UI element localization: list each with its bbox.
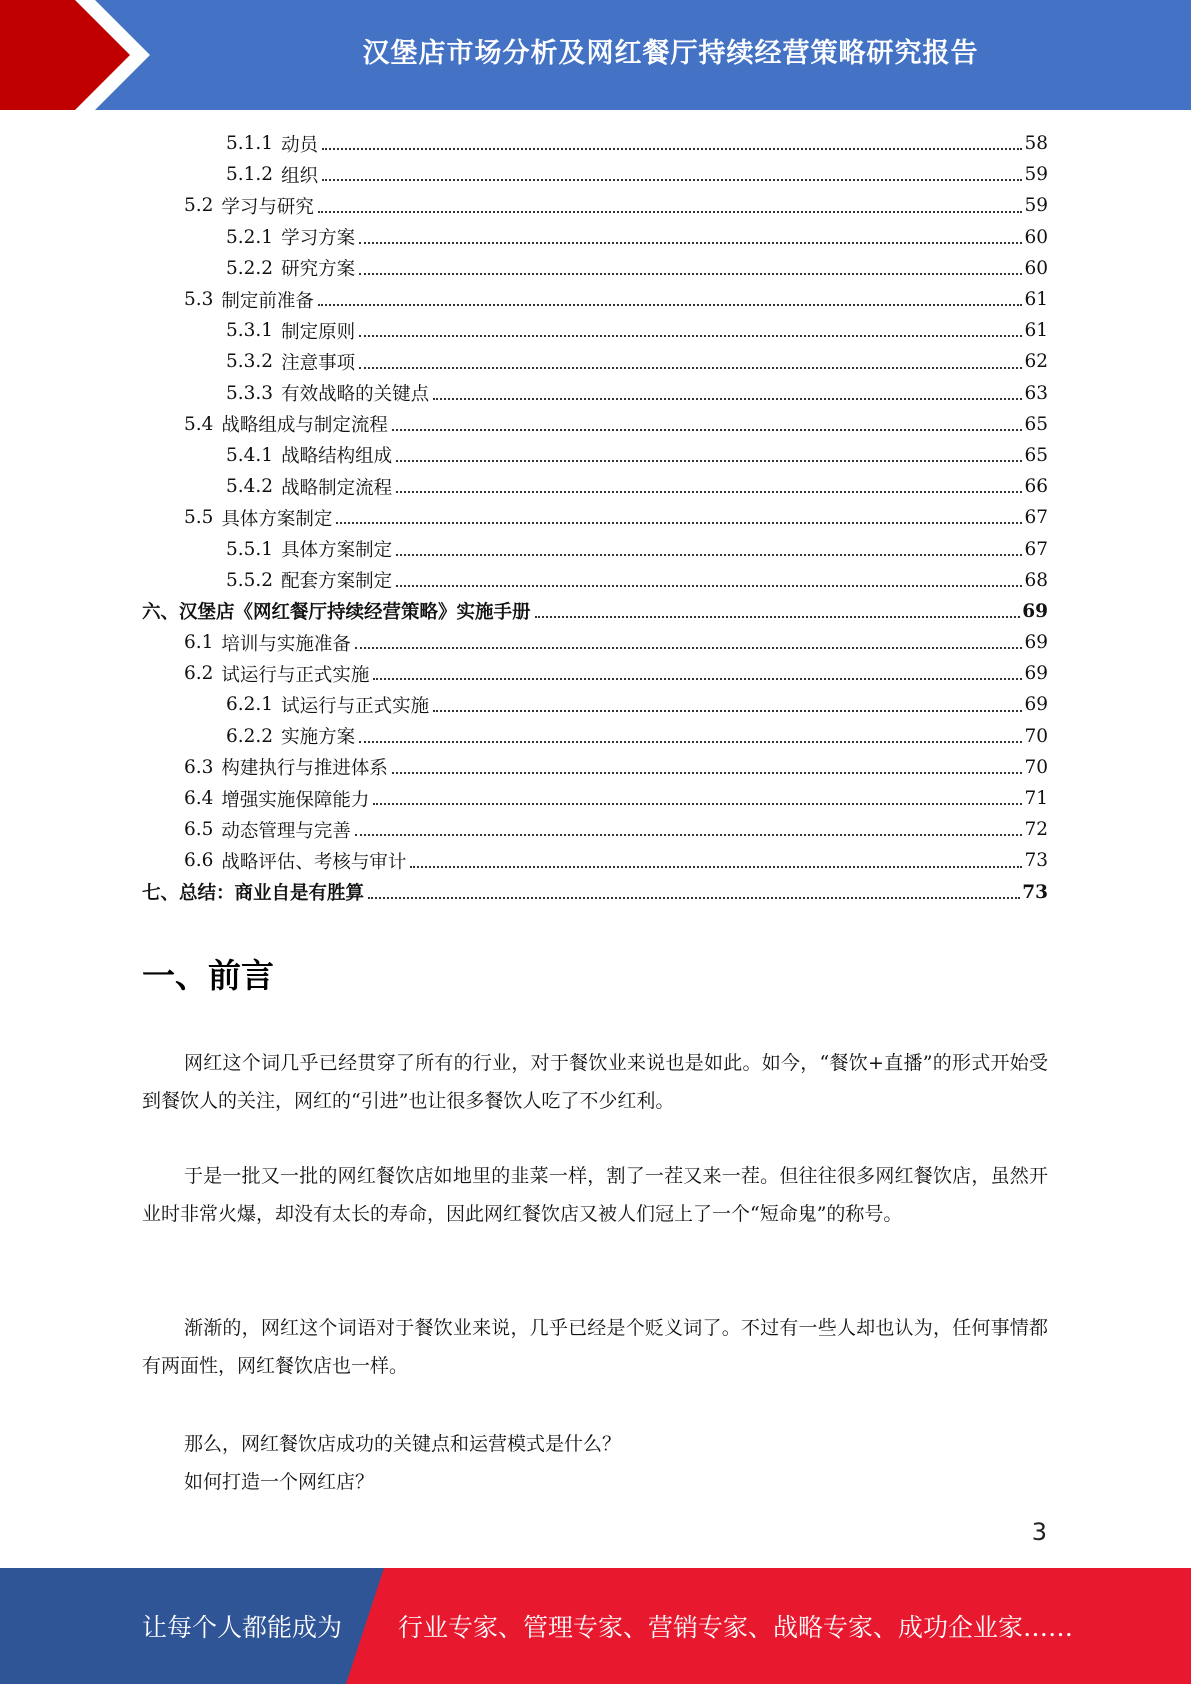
toc-dot-leader	[355, 833, 1023, 836]
toc-entry[interactable]	[142, 565, 1048, 596]
toc-entry-title: 六、汉堡店《网红餐厅持续经营策略》实施手册	[142, 602, 531, 624]
paragraph: 于是一批又一批的网红餐饮店如地里的韭菜一样，割了一茬又来一茬。但往往很多网红餐饮店，虽然开业时非常火爆，却没有太长的寿命，因此网红餐饮店又被人们冠上了一个“短命鬼”的称号。	[142, 1165, 1048, 1225]
toc-dot-leader	[359, 241, 1022, 244]
toc-entry-number: 6.1	[184, 632, 214, 654]
footer-slogan-right: 行业专家、管理专家、营销专家、战略专家、成功企业家……	[398, 1613, 1074, 1642]
toc-entry-page: 69	[1024, 663, 1048, 685]
toc-entry[interactable]	[142, 315, 1048, 346]
toc-entry-page: 61	[1024, 289, 1048, 311]
toc-dot-leader	[359, 740, 1022, 743]
toc-entry-page: 67	[1024, 507, 1048, 529]
toc-dot-leader	[392, 428, 1023, 431]
toc-entry-page: 73	[1022, 881, 1048, 903]
toc-dot-leader	[318, 303, 1023, 306]
toc-dot-leader	[410, 865, 1022, 868]
toc-dot-leader	[396, 459, 1022, 462]
toc-entry-title: 战略评估、考核与审计	[221, 851, 407, 873]
toc-entry-title: 具体方案制定	[221, 508, 333, 530]
toc-entry-number: 5.4	[184, 413, 214, 435]
toc-entry-title: 制定原则	[281, 321, 356, 343]
toc-dot-leader	[322, 178, 1022, 181]
toc-dot-leader	[433, 397, 1022, 400]
toc-entry-title: 动员	[281, 134, 319, 156]
toc-entry[interactable]	[142, 346, 1048, 377]
toc-entry[interactable]	[142, 284, 1048, 315]
toc-entry-title: 组织	[281, 165, 319, 187]
page-header	[0, 0, 1191, 110]
toc-entry[interactable]	[142, 721, 1048, 752]
toc-entry-title: 有效战略的关键点	[281, 384, 430, 406]
toc-entry-title: 制定前准备	[221, 290, 314, 312]
toc-entry-title: 战略制定流程	[281, 477, 393, 499]
toc-dot-leader	[368, 896, 1020, 899]
toc-entry[interactable]	[142, 533, 1048, 564]
toc-entry-page: 63	[1024, 382, 1048, 404]
toc-entry-number: 5.3.1	[226, 320, 274, 342]
toc-entry[interactable]	[142, 658, 1048, 689]
paragraph: 如何打造一个网红店？	[184, 1471, 375, 1493]
toc-entry-number: 5.2.1	[226, 226, 274, 248]
toc-dot-leader	[373, 802, 1022, 805]
toc-entry[interactable]	[142, 752, 1048, 783]
toc-entry[interactable]	[142, 689, 1048, 720]
toc-entry-page: 58	[1024, 133, 1048, 155]
toc-entry-title: 学习方案	[281, 228, 356, 250]
toc-entry-page: 59	[1024, 195, 1048, 217]
toc-entry-page: 70	[1024, 756, 1048, 778]
toc-entry-page: 71	[1024, 788, 1048, 810]
toc-entry-title: 配套方案制定	[281, 571, 393, 593]
toc-dot-leader	[396, 490, 1022, 493]
toc-entry-page: 59	[1024, 164, 1048, 186]
toc-entry-number: 5.5.2	[226, 569, 274, 591]
toc-entry-title: 试运行与正式实施	[281, 695, 430, 717]
report-title: 汉堡店市场分析及网红餐厅持续经营策略研究报告	[362, 37, 979, 69]
paragraph: 网红这个词几乎已经贯穿了所有的行业，对于餐饮业来说也是如此。如今，“餐饮+直播”的形式开始受到餐饮人的关注，网红的“引进”也让很多餐饮人吃了不少红利。	[142, 1052, 1048, 1112]
toc-entry-title: 战略组成与制定流程	[221, 415, 388, 437]
toc-dot-leader	[396, 584, 1022, 587]
toc-entry[interactable]	[142, 128, 1048, 159]
toc-entry[interactable]	[142, 159, 1048, 190]
toc-entry[interactable]	[142, 627, 1048, 658]
toc-dot-leader	[336, 521, 1022, 524]
toc-entry[interactable]	[142, 845, 1048, 876]
toc-entry-page: 65	[1024, 444, 1048, 466]
toc-entry-number: 5.3.3	[226, 382, 274, 404]
toc-dot-leader	[359, 334, 1022, 337]
toc-entry[interactable]	[142, 409, 1048, 440]
toc-entry-number: 6.5	[184, 819, 214, 841]
toc-entry-page: 69	[1022, 600, 1048, 622]
toc-entry-number: 5.2.2	[226, 257, 274, 279]
toc-entry-title: 研究方案	[281, 259, 356, 281]
toc-entry[interactable]	[142, 440, 1048, 471]
toc-entry-page: 62	[1024, 351, 1048, 373]
toc-dot-leader	[373, 677, 1022, 680]
toc-entry-title: 试运行与正式实施	[221, 664, 370, 686]
page-footer	[0, 1568, 1191, 1684]
toc-entry-title: 学习与研究	[221, 196, 314, 218]
toc-entry-page: 66	[1024, 476, 1048, 498]
toc-entry[interactable]	[142, 378, 1048, 409]
toc-entry-number: 6.4	[184, 788, 214, 810]
toc-entry-page: 60	[1024, 226, 1048, 248]
toc-entry[interactable]	[142, 222, 1048, 253]
toc-entry-number: 6.2.1	[226, 694, 274, 716]
toc-entry-page: 70	[1024, 725, 1048, 747]
toc-entry[interactable]	[142, 471, 1048, 502]
toc-dot-leader	[396, 553, 1022, 556]
toc-entry-number: 6.3	[184, 756, 214, 778]
toc-entry-page: 69	[1024, 632, 1048, 654]
toc-dot-leader	[433, 709, 1022, 712]
toc-entry[interactable]	[142, 190, 1048, 221]
toc-entry-title: 增强实施保障能力	[221, 789, 370, 811]
toc-entry[interactable]	[142, 783, 1048, 814]
toc-entry-page: 67	[1024, 538, 1048, 560]
toc-entry-number: 5.1.1	[226, 133, 274, 155]
toc-entry-number: 5.1.2	[226, 164, 274, 186]
toc-entry-number: 6.6	[184, 850, 214, 872]
toc-entry-page: 61	[1024, 320, 1048, 342]
toc-entry-number: 6.2	[184, 663, 214, 685]
toc-dot-leader	[322, 147, 1022, 150]
table-of-contents	[142, 128, 1048, 908]
toc-entry-page: 73	[1024, 850, 1048, 872]
toc-entry-page: 69	[1024, 694, 1048, 716]
toc-entry-title: 培训与实施准备	[221, 633, 351, 655]
toc-entry-number: 5.2	[184, 195, 214, 217]
toc-entry[interactable]	[142, 253, 1048, 284]
toc-entry-title: 构建执行与推进体系	[221, 758, 388, 780]
toc-entry[interactable]	[142, 596, 1048, 627]
toc-entry-title: 战略结构组成	[281, 446, 393, 468]
toc-dot-leader	[535, 615, 1021, 618]
toc-dot-leader	[359, 272, 1022, 275]
toc-entry-title: 具体方案制定	[281, 540, 393, 562]
toc-entry[interactable]	[142, 502, 1048, 533]
toc-dot-leader	[318, 210, 1023, 213]
footer-slogan-left: 让每个人都能成为	[142, 1613, 343, 1642]
toc-entry-number: 5.3	[184, 289, 214, 311]
toc-entry-number: 5.4.1	[226, 444, 274, 466]
toc-dot-leader	[359, 366, 1022, 369]
toc-entry-number: 6.2.2	[226, 725, 274, 747]
toc-entry-page: 65	[1024, 413, 1048, 435]
toc-entry-page: 68	[1024, 569, 1048, 591]
toc-entry-number: 5.5.1	[226, 538, 274, 560]
section-heading: 一、前言	[142, 956, 274, 995]
paragraph: 渐渐的，网红这个词语对于餐饮业来说，几乎已经是个贬义词了。不过有一些人却也认为，任何事情都有两面性，网红餐饮店也一样。	[142, 1317, 1048, 1377]
toc-entry-title: 实施方案	[281, 727, 356, 749]
toc-dot-leader	[392, 771, 1023, 774]
toc-entry-title: 注意事项	[281, 352, 356, 374]
page-number: 3	[1031, 1518, 1047, 1546]
paragraph: 那么，网红餐饮店成功的关键点和运营模式是什么？	[184, 1433, 622, 1455]
toc-entry-number: 5.5	[184, 507, 214, 529]
toc-entry-title: 动态管理与完善	[221, 820, 351, 842]
toc-entry-page: 60	[1024, 257, 1048, 279]
toc-entry-page: 72	[1024, 819, 1048, 841]
toc-entry-number: 5.3.2	[226, 351, 274, 373]
toc-entry-title: 七、总结：商业自是有胜算	[142, 883, 365, 905]
toc-entry[interactable]	[142, 814, 1048, 845]
toc-entry[interactable]	[142, 877, 1048, 908]
toc-dot-leader	[355, 646, 1023, 649]
toc-entry-number: 5.4.2	[226, 476, 274, 498]
